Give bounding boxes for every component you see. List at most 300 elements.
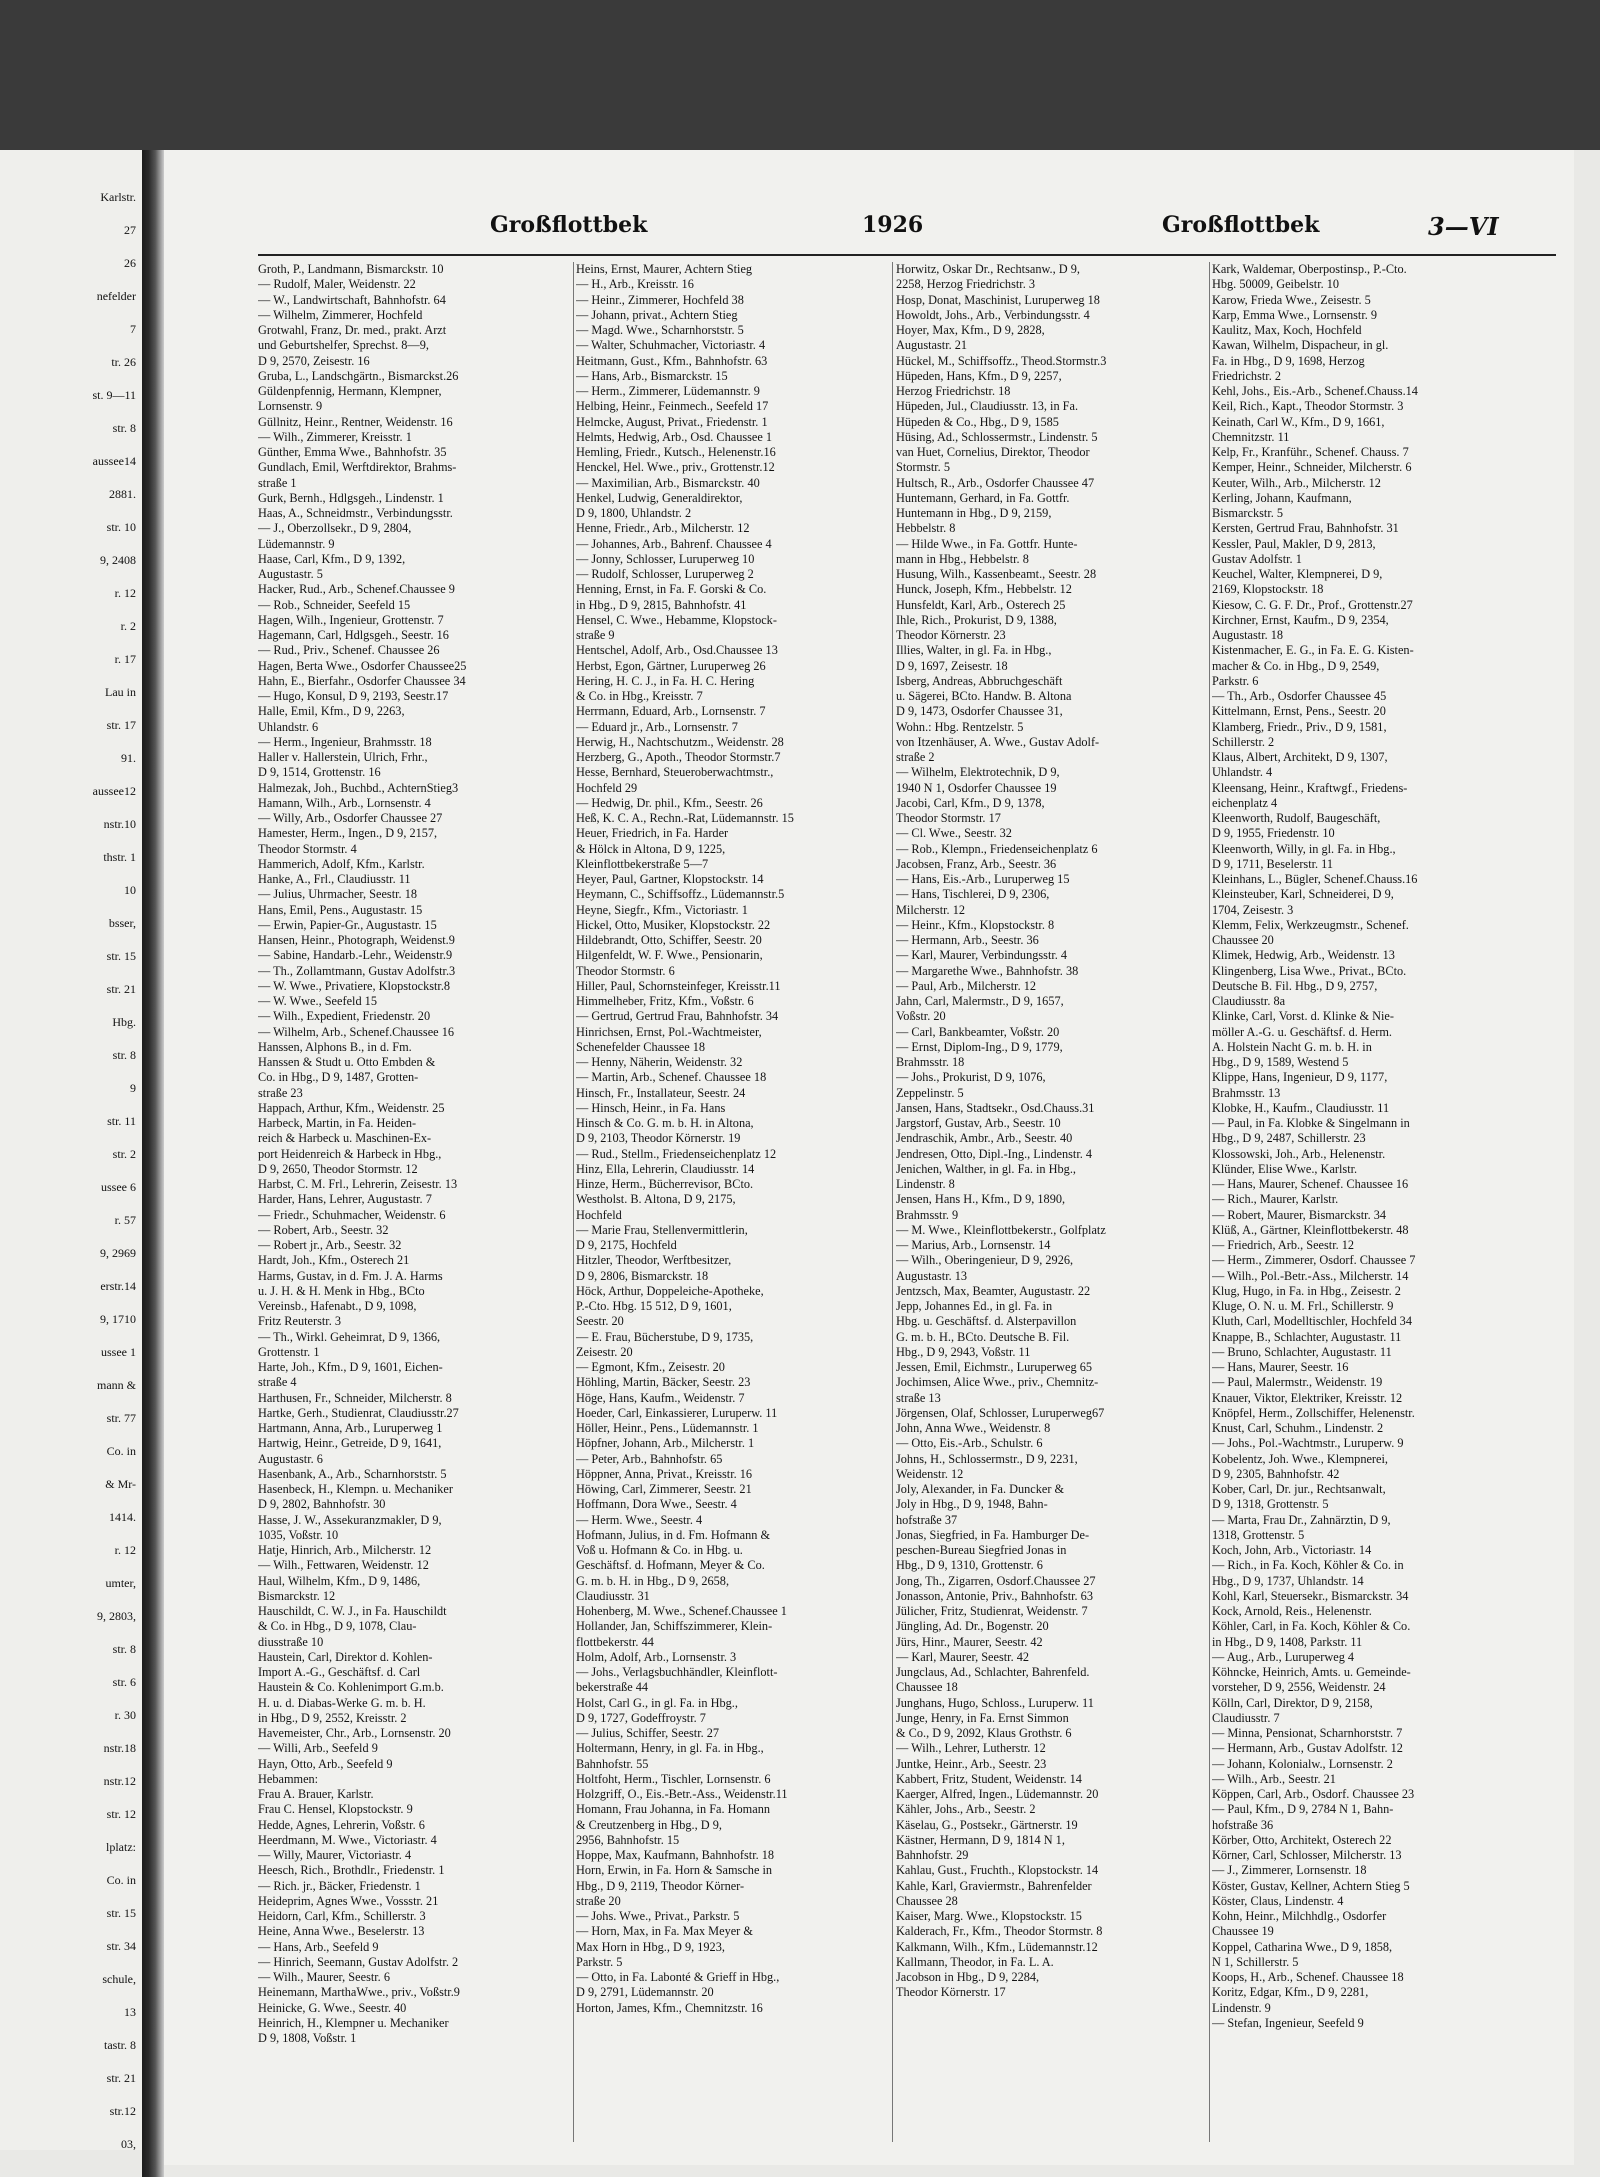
directory-entry: — Wilhelm, Arb., Schenef.Chaussee 16	[258, 1024, 454, 1039]
directory-entry: Henkel, Ludwig, Generaldirektor,	[576, 490, 743, 505]
directory-entry: Höller, Heinr., Pens., Lüdemannstr. 1	[576, 1421, 759, 1435]
column-divider	[573, 262, 574, 2142]
directory-entry: Herzog Friedrichstr. 18	[896, 384, 1011, 398]
directory-entry: straße 20	[576, 1893, 621, 1908]
directory-entry: Augustastr. 21	[896, 338, 968, 353]
directory-entry: Chaussee 20	[1212, 933, 1274, 947]
directory-entry: — Johann, privat., Achtern Stieg	[576, 307, 738, 322]
directory-entry: Güldenpfennig, Hermann, Klempner,	[258, 384, 442, 398]
directory-entry: Hoffmann, Dora Wwe., Seestr. 4	[576, 1497, 737, 1512]
book-gutter	[142, 150, 164, 2177]
directory-entry: — Paul, Malermstr., Weidenstr. 19	[1212, 1375, 1383, 1390]
directory-entry: Wohn.: Hbg. Rentzelstr. 5	[896, 719, 1024, 734]
directory-entry: — Rich., Maurer, Karlstr.	[1212, 1192, 1339, 1207]
directory-entry: Helmcke, August, Privat., Friedenstr. 1	[576, 414, 768, 429]
directory-entry: Hüpeden, Hans, Kfm., D 9, 2257,	[896, 368, 1062, 383]
directory-entry: Theodor Körnerstr. 17	[896, 1985, 1006, 2000]
directory-entry: Köhncke, Heinrich, Amts. u. Gemeinde-	[1212, 1665, 1411, 1679]
directory-entry: Hbg. u. Geschäftsf. d. Alsterpavillon	[896, 1314, 1077, 1329]
directory-entry: Jendraschik, Ambr., Arb., Seestr. 40	[896, 1131, 1073, 1146]
header-year: 1926	[862, 212, 924, 238]
directory-entry: Jörgensen, Olaf, Schlosser, Luruperweg67	[896, 1405, 1105, 1420]
directory-entry: Hbg., D 9, 2119, Theodor Körner-	[576, 1878, 745, 1893]
directory-entry: — Maximilian, Arb., Bismarckstr. 40	[576, 475, 760, 490]
directory-entry: Brahmsstr. 9	[896, 1207, 959, 1222]
directory-entry: Groth, P., Landmann, Bismarckstr. 10	[258, 262, 444, 276]
directory-entry: Hebbelstr. 8	[896, 521, 956, 536]
directory-entry: u. Sägerei, BCto. Handw. B. Altona	[896, 689, 1072, 703]
adjacent-page-text: r. 12	[114, 586, 136, 600]
directory-entry: — Magd. Wwe., Scharnhorststr. 5	[576, 323, 744, 337]
directory-entry: & Co., D 9, 2092, Klaus Grothstr. 6	[896, 1726, 1072, 1740]
directory-entry: — Wilh., Expedient, Friedenstr. 20	[258, 1009, 431, 1024]
directory-entry: — Marta, Frau Dr., Zahnärztin, D 9,	[1212, 1512, 1391, 1527]
directory-entry: Bismarckstr. 5	[1212, 506, 1284, 520]
directory-entry: Heidorn, Carl, Kfm., Schillerstr. 3	[258, 1909, 426, 1923]
directory-entry: Hiller, Paul, Schornsteinfeger, Kreisstr.11	[576, 978, 781, 993]
directory-entry: Harte, Joh., Kfm., D 9, 1601, Eichen-	[258, 1360, 443, 1374]
directory-entry: Kessler, Paul, Makler, D 9, 2813,	[1212, 536, 1376, 551]
directory-entry: straße 13	[896, 1390, 941, 1405]
directory-entry: — Johs. Wwe., Privat., Parkstr. 5	[576, 1909, 740, 1923]
directory-entry: John, Anna Wwe., Weidenstr. 8	[896, 1421, 1051, 1435]
directory-entry: Hentschel, Adolf, Arb., Osd.Chaussee 13	[576, 643, 778, 658]
directory-entry: Kersten, Gertrud Frau, Bahnhofstr. 31	[1212, 521, 1399, 536]
directory-entry: Hering, H. C. J., in Fa. H. C. Hering	[576, 673, 755, 688]
header-rule	[258, 254, 1556, 256]
directory-entry: Koops, H., Arb., Schenef. Chaussee 18	[1212, 1970, 1404, 1984]
adjacent-page-text: bsser,	[108, 916, 136, 930]
directory-entry: — Rud., Stellm., Friedenseichenplatz 12	[576, 1146, 777, 1161]
adjacent-page-text: str. 12	[106, 1807, 136, 1821]
adjacent-page-text: aussee12	[92, 784, 136, 798]
directory-entry: — Martin, Arb., Schenef. Chaussee 18	[576, 1070, 767, 1085]
adjacent-page-text: tr. 26	[111, 355, 136, 369]
directory-entry: Klemm, Felix, Werkzeugmstr., Schenef.	[1212, 917, 1409, 932]
directory-entry: Herrmann, Eduard, Arb., Lornsenstr. 7	[576, 704, 766, 719]
directory-entry: — Wilhelm, Elektrotechnik, D 9,	[896, 765, 1060, 780]
adjacent-page-text: 9, 2408	[100, 553, 136, 567]
directory-entry: — Karl, Maurer, Seestr. 42	[896, 1649, 1030, 1664]
directory-entry: Parkstr. 6	[1212, 673, 1259, 688]
directory-entry: — Walter, Schuhmacher, Victoriastr. 4	[576, 338, 766, 353]
directory-entry: Howoldt, Johs., Arb., Verbindungsstr. 4	[896, 307, 1090, 322]
adjacent-page-text: r. 57	[114, 1213, 136, 1227]
directory-entry: Chaussee 28	[896, 1893, 958, 1908]
directory-entry: Weidenstr. 12	[896, 1466, 964, 1481]
directory-entry: Grotwahl, Franz, Dr. med., prakt. Arzt	[258, 323, 447, 337]
directory-entry: Hagemann, Carl, Hdlgsgeh., Seestr. 16	[258, 628, 449, 642]
directory-entry: Hüsing, Ad., Schlossermstr., Lindenstr. 5	[896, 429, 1098, 444]
directory-entry: Herwig, H., Nachtschutzm., Weidenstr. 28	[576, 734, 784, 749]
directory-entry: — Friedr., Schuhmacher, Weidenstr. 6	[258, 1207, 446, 1222]
directory-entry: Joly in Hbg., D 9, 1948, Bahn-	[896, 1497, 1048, 1512]
directory-entry: van Huet, Cornelius, Direktor, Theodor	[896, 445, 1090, 459]
adjacent-page-text: Hbg.	[112, 1015, 136, 1029]
directory-entry: Havemeister, Chr., Arb., Lornsenstr. 20	[258, 1726, 451, 1740]
directory-entry: Kalkmann, Wilh., Kfm., Lüdemannstr.12	[896, 1939, 1098, 1954]
directory-entry: Hansen, Heinr., Photograph, Weidenst.9	[258, 933, 455, 947]
directory-entry: Hagen, Berta Wwe., Osdorfer Chaussee25	[258, 658, 467, 673]
directory-entry: Augustastr. 5	[258, 567, 323, 581]
directory-entry: — J., Oberzollsekr., D 9, 2804,	[258, 521, 412, 536]
directory-entry: & Co. in Hbg., Kreisstr. 7	[576, 689, 703, 703]
directory-entry: Koritz, Edgar, Kfm., D 9, 2281,	[1212, 1985, 1369, 2000]
directory-entry: Heinrich, H., Klempner u. Mechaniker	[258, 2015, 449, 2030]
directory-entry: Hunsfeldt, Karl, Arb., Osterech 25	[896, 597, 1066, 612]
directory-entry: Klüß, A., Gärtner, Kleinflottbekerstr. 48	[1212, 1222, 1409, 1237]
adjacent-page-text: str. 21	[106, 982, 136, 996]
directory-entry: Chaussee 19	[1212, 1924, 1274, 1939]
directory-entry: — M. Wwe., Kleinflottbekerstr., Golfplatz	[896, 1222, 1106, 1237]
directory-entry: Homann, Frau Johanna, in Fa. Homann	[576, 1802, 770, 1817]
directory-entry: Kaerger, Alfred, Ingen., Lüdemannstr. 20	[896, 1787, 1099, 1801]
directory-entry: Seestr. 20	[576, 1314, 624, 1329]
directory-entry: Theodor Stormstr. 17	[896, 811, 1001, 825]
directory-entry: — Wilh., Zimmerer, Kreisstr. 1	[258, 429, 412, 444]
directory-entry: — W. Wwe., Privatiere, Klopstockstr.8	[258, 978, 451, 993]
directory-entry: Westholst. B. Altona, D 9, 2175,	[576, 1192, 736, 1207]
directory-entry: G. m. b. H., BCto. Deutsche B. Fil.	[896, 1329, 1070, 1344]
directory-entry: — Marius, Arb., Lornsenstr. 14	[896, 1238, 1051, 1252]
directory-entry: — Wilh., Fettwaren, Weidenstr. 12	[258, 1558, 429, 1573]
directory-entry: Schenefelder Chaussee 18	[576, 1039, 706, 1054]
directory-entry: Jepp, Johannes Ed., in gl. Fa. in	[896, 1299, 1053, 1313]
directory-entry: Höwing, Carl, Zimmerer, Seestr. 21	[576, 1482, 752, 1496]
directory-entry: 2169, Klopstockstr. 18	[1212, 582, 1324, 597]
directory-column-2	[576, 262, 888, 2152]
adjacent-page-text: 9, 2969	[100, 1246, 136, 1260]
directory-entry: D 9, 1514, Grottenstr. 16	[258, 765, 381, 780]
directory-entry: Jargstorf, Gustav, Arb., Seestr. 10	[896, 1116, 1061, 1130]
directory-entry: Johns, H., Schlossermstr., D 9, 2231,	[896, 1451, 1078, 1466]
directory-column-3	[896, 262, 1208, 2152]
directory-entry: — Heinr., Zimmerer, Hochfeld 38	[576, 292, 744, 307]
adjacent-page-text: r. 12	[114, 1543, 136, 1557]
directory-entry: Hoppe, Max, Kaufmann, Bahnhofstr. 18	[576, 1848, 775, 1862]
directory-entry: Zeisestr. 20	[576, 1344, 633, 1359]
directory-entry: Kleenworth, Rudolf, Baugeschäft,	[1212, 811, 1381, 825]
directory-entry: Isberg, Andreas, Abbruchgeschäft	[896, 673, 1063, 688]
directory-entry: — Hans, Tischlerei, D 9, 2306,	[896, 887, 1050, 902]
directory-entry: Keil, Rich., Kapt., Theodor Stormstr. 3	[1212, 399, 1404, 414]
directory-entry: Knauer, Viktor, Elektriker, Kreisstr. 12	[1212, 1390, 1403, 1405]
directory-entry: D 9, 2175, Hochfeld	[576, 1238, 677, 1252]
directory-entry: Holzgriff, O., Eis.-Betr.-Ass., Weidenstr.11	[576, 1787, 788, 1801]
directory-entry: Heerdmann, M. Wwe., Victoriastr. 4	[258, 1832, 437, 1847]
directory-entry: Hacker, Rud., Arb., Schenef.Chaussee 9	[258, 582, 455, 597]
directory-entry: Hochfeld 29	[576, 780, 638, 795]
directory-entry: Kistenmacher, E. G., in Fa. E. G. Kisten-	[1212, 643, 1414, 658]
directory-entry: Hauschildt, C. W. J., in Fa. Hauschildt	[258, 1604, 447, 1618]
directory-entry: 1940 N 1, Osdorfer Chaussee 19	[896, 780, 1057, 795]
directory-entry: Junge, Henry, in Fa. Ernst Simmon	[896, 1710, 1069, 1725]
adjacent-page-text: str. 8	[112, 1642, 136, 1656]
directory-entry: & Creutzenberg in Hbg., D 9,	[576, 1817, 722, 1832]
directory-entry: Jahn, Carl, Malermstr., D 9, 1657,	[896, 994, 1064, 1008]
directory-entry: Gustav Adolfstr. 1	[1212, 551, 1302, 566]
directory-entry: port Heidenreich & Harbeck in Hbg.,	[258, 1146, 442, 1161]
directory-entry: — Horn, Max, in Fa. Max Meyer &	[576, 1924, 753, 1939]
directory-entry: — E. Frau, Bücherstube, D 9, 1735,	[576, 1329, 754, 1344]
directory-entry: Chaussee 18	[896, 1680, 958, 1695]
adjacent-page-text: 2881.	[109, 487, 136, 501]
directory-entry: Hilgenfeldt, W. F. Wwe., Pensionarin,	[576, 948, 763, 963]
directory-entry: D 9, 1808, Voßstr. 1	[258, 2031, 357, 2045]
directory-entry: Hensel, C. Wwe., Hebamme, Klopstock-	[576, 612, 777, 627]
directory-entry: — W., Landwirtschaft, Bahnhofstr. 64	[258, 292, 446, 307]
directory-entry: Kiesow, C. G. F. Dr., Prof., Grottenstr.27	[1212, 597, 1413, 612]
directory-entry: Güllnitz, Heinr., Rentner, Weidenstr. 16	[258, 414, 453, 429]
directory-entry: reich & Harbeck u. Maschinen-Ex-	[258, 1131, 432, 1146]
directory-entry: Import A.-G., Geschäftsf. d. Carl	[258, 1665, 421, 1679]
directory-entry: P.-Cto. Hbg. 15 512, D 9, 1601,	[576, 1299, 732, 1313]
directory-entry: Höhling, Martin, Bäcker, Seestr. 23	[576, 1375, 751, 1390]
adjacent-page-text: 13	[124, 2005, 136, 2019]
directory-entry: Kleenworth, Willy, in gl. Fa. in Hbg.,	[1212, 841, 1396, 856]
directory-entry: Junghans, Hugo, Schloss., Luruperw. 11	[896, 1695, 1094, 1710]
directory-entry: Holtermann, Henry, in gl. Fa. in Hbg.,	[576, 1741, 764, 1756]
directory-entry: Hbg., D 9, 1310, Grottenstr. 6	[896, 1558, 1043, 1573]
directory-entry: Heideprim, Agnes Wwe., Vossstr. 21	[258, 1893, 439, 1908]
directory-entry: — Hilde Wwe., in Fa. Gottfr. Hunte-	[896, 536, 1078, 551]
adjacent-page-text: str. 77	[106, 1411, 136, 1425]
directory-entry: Kalderach, Fr., Kfm., Theodor Stormstr. 8	[896, 1924, 1103, 1939]
directory-entry: — Johannes, Arb., Bahrenf. Chaussee 4	[576, 536, 772, 551]
directory-entry: Jürs, Hinr., Maurer, Seestr. 42	[896, 1634, 1043, 1649]
directory-entry: — Rob., Schneider, Seefeld 15	[258, 597, 411, 612]
directory-entry: Harthusen, Fr., Schneider, Milcherstr. 8	[258, 1390, 452, 1405]
directory-entry: Haustein & Co. Kohlenimport G.m.b.	[258, 1680, 444, 1695]
directory-entry: Uhlandstr. 4	[1212, 765, 1273, 780]
directory-entry: D 9, 1800, Uhlandstr. 2	[576, 506, 692, 520]
directory-entry: Illies, Walter, in gl. Fa. in Hbg.,	[896, 643, 1052, 658]
directory-entry: in Hbg., D 9, 2815, Bahnhofstr. 41	[576, 597, 747, 612]
adjacent-page-text: str. 11	[107, 1114, 136, 1128]
directory-entry: Körber, Otto, Architekt, Osterech 22	[1212, 1832, 1392, 1847]
directory-entry: und Geburtshelfer, Sprechst. 8—9,	[258, 338, 429, 353]
directory-entry: Jansen, Hans, Stadtsekr., Osd.Chauss.31	[896, 1100, 1095, 1115]
adjacent-page-text: str. 6	[112, 1675, 136, 1689]
directory-entry: Klamberg, Friedr., Priv., D 9, 1581,	[1212, 719, 1387, 734]
adjacent-page-text: str. 34	[106, 1939, 136, 1953]
directory-entry: hofstraße 37	[896, 1512, 958, 1527]
directory-entry: Köppen, Carl, Arb., Osdorf. Chaussee 23	[1212, 1787, 1415, 1801]
directory-entry: 1035, Voßstr. 10	[258, 1527, 339, 1542]
adjacent-page-text: r. 30	[114, 1708, 136, 1722]
directory-entry: — Eduard jr., Arb., Lornsenstr. 7	[576, 719, 738, 734]
adjacent-page-text: tastr. 8	[104, 2038, 136, 2052]
column-divider	[1209, 262, 1210, 2142]
directory-entry: Hinsch & Co. G. m. b. H. in Altona,	[576, 1116, 754, 1130]
directory-entry: Klingenberg, Lisa Wwe., Privat., BCto.	[1212, 963, 1407, 978]
directory-entry: Co. in Hbg., D 9, 1487, Grotten-	[258, 1070, 419, 1085]
directory-entry: Hammerich, Adolf, Kfm., Karlstr.	[258, 856, 425, 871]
directory-entry: Max Horn in Hbg., D 9, 1923,	[576, 1939, 725, 1954]
directory-entry: Heine, Anna Wwe., Beselerstr. 13	[258, 1924, 425, 1939]
directory-entry: Hbg., D 9, 2487, Schillerstr. 23	[1212, 1131, 1366, 1146]
directory-entry: Hickel, Otto, Musiker, Klopstockstr. 22	[576, 917, 771, 932]
directory-entry: — Hinsch, Heinr., in Fa. Hans	[576, 1100, 726, 1115]
adjacent-page-text: Karlstr.	[100, 190, 136, 204]
directory-entry: Harder, Hans, Lehrer, Augustastr. 7	[258, 1192, 432, 1207]
directory-entry: — Paul, Kfm., D 9, 2784 N 1, Bahn-	[1212, 1802, 1394, 1817]
directory-entry: Köster, Gustav, Kellner, Achtern Stieg 5	[1212, 1878, 1410, 1893]
directory-entry: Köhler, Carl, in Fa. Koch, Köhler & Co.	[1212, 1619, 1411, 1634]
directory-entry: 1704, Zeisestr. 3	[1212, 902, 1294, 917]
directory-entry: Höge, Hans, Kaufm., Weidenstr. 7	[576, 1390, 745, 1405]
directory-entry: — Willi, Arb., Seefeld 9	[258, 1741, 378, 1756]
directory-entry: Knöpfel, Herm., Zollschiffer, Helenenstr.	[1212, 1405, 1415, 1420]
directory-entry: — Wilh., Lehrer, Lutherstr. 12	[896, 1741, 1046, 1756]
directory-entry: Jentzsch, Max, Beamter, Augustastr. 22	[896, 1283, 1091, 1298]
directory-entry: Hartke, Gerh., Studienrat, Claudiusstr.27	[258, 1405, 459, 1420]
directory-entry: — Wilh., Oberingenieur, D 9, 2926,	[896, 1253, 1074, 1268]
directory-entry: & Co. in Hbg., D 9, 1078, Clau-	[258, 1619, 417, 1634]
adjacent-page-text: umter,	[105, 1576, 136, 1590]
page-number: 3—VI	[1428, 212, 1499, 241]
directory-entry: straße 23	[258, 1085, 303, 1100]
directory-entry: — Johs., Pol.-Wachtmstr., Luruperw. 9	[1212, 1436, 1404, 1451]
adjacent-page-text: & Mr-	[105, 1477, 136, 1491]
directory-entry: & Hölck in Altona, D 9, 1225,	[576, 841, 726, 856]
adjacent-page-fragment	[0, 150, 142, 2150]
directory-entry: Heymann, C., Schiffsoffz., Lüdemannstr.5	[576, 887, 785, 902]
directory-entry: — Hans, Maurer, Schenef. Chaussee 16	[1212, 1177, 1409, 1191]
directory-entry: Deutsche B. Fil. Hbg., D 9, 2757,	[1212, 978, 1378, 993]
directory-entry: flottbekerstr. 44	[576, 1634, 654, 1649]
directory-entry: — Wilhelm, Zimmerer, Hochfeld	[258, 307, 423, 322]
directory-entry: Geschäftsf. d. Hofmann, Meyer & Co.	[576, 1558, 765, 1573]
directory-entry: D 9, 2570, Zeisestr. 16	[258, 353, 370, 368]
directory-entry: straße 1	[258, 475, 297, 490]
directory-entry: — Stefan, Ingenieur, Seefeld 9	[1212, 2015, 1364, 2030]
directory-entry: straße 9	[576, 628, 615, 642]
directory-entry: Koppel, Catharina Wwe., D 9, 1858,	[1212, 1939, 1393, 1954]
directory-entry: Ihle, Rich., Prokurist, D 9, 1388,	[896, 612, 1057, 627]
directory-entry: H. u. d. Diabas-Werke G. m. b. H.	[258, 1695, 426, 1710]
directory-entry: 2956, Bahnhofstr. 15	[576, 1832, 680, 1847]
directory-entry: eichenplatz 4	[1212, 795, 1278, 810]
directory-entry: Kemper, Heinr., Schneider, Milcherstr. 6	[1212, 460, 1412, 475]
directory-entry: Jülicher, Fritz, Studienrat, Weidenstr. 7	[896, 1604, 1088, 1618]
directory-entry: straße 2	[896, 750, 935, 764]
directory-entry: — Paul, in Fa. Klobke & Singelmann in	[1212, 1116, 1410, 1130]
directory-entry: — Rich. jr., Bäcker, Friedenstr. 1	[258, 1878, 421, 1893]
directory-entry: Körner, Carl, Schlosser, Milcherstr. 13	[1212, 1848, 1402, 1862]
directory-entry: Friedrichstr. 2	[1212, 368, 1281, 383]
directory-entry: — Herm., Zimmerer, Osdorf. Chaussee 7	[1212, 1253, 1416, 1268]
directory-entry: Hayn, Otto, Arb., Seefeld 9	[258, 1756, 393, 1771]
directory-entry: Kallmann, Theodor, in Fa. L. A.	[896, 1954, 1054, 1969]
directory-entry: Keuter, Wilh., Arb., Milcherstr. 12	[1212, 475, 1381, 490]
adjacent-page-text: lplatz:	[106, 1840, 136, 1854]
directory-entry: Chemnitzstr. 11	[1212, 429, 1290, 444]
directory-entry: Huntemann, Gerhard, in Fa. Gottfr.	[896, 490, 1070, 505]
directory-entry: Hartwig, Heinr., Getreide, D 9, 1641,	[258, 1436, 442, 1451]
directory-entry: Harbeck, Martin, in Fa. Heiden-	[258, 1116, 417, 1130]
directory-entry: — Rudolf, Maler, Weidenstr. 22	[258, 277, 416, 292]
directory-entry: Bismarckstr. 12	[258, 1588, 336, 1603]
directory-entry: Voß u. Hofmann & Co. in Hbg. u.	[576, 1543, 743, 1557]
directory-entry: Hedde, Agnes, Lehrerin, Voßstr. 6	[258, 1817, 425, 1832]
directory-entry: macher & Co. in Hbg., D 9, 2549,	[1212, 658, 1380, 673]
directory-entry: Lindenstr. 9	[1212, 2000, 1271, 2015]
directory-entry: peschen-Bureau Siegfried Jonas in	[896, 1543, 1067, 1557]
adjacent-page-text: ussee 6	[101, 1180, 136, 1194]
directory-entry: Hasse, J. W., Assekuranzmakler, D 9,	[258, 1512, 442, 1527]
directory-entry: Harms, Gustav, in d. Fm. J. A. Harms	[258, 1268, 443, 1283]
directory-entry: Hbg. 50009, Geibelstr. 10	[1212, 277, 1340, 292]
adjacent-page-text: str. 2	[112, 1147, 136, 1161]
adjacent-page-text: 9	[130, 1081, 136, 1095]
directory-entry: D 9, 2103, Theodor Körnerstr. 19	[576, 1131, 741, 1146]
directory-entry: — Karl, Maurer, Verbindungsstr. 4	[896, 948, 1068, 963]
directory-entry: D 9, 2791, Lüdemannstr. 20	[576, 1985, 714, 2000]
directory-entry: — Aug., Arb., Luruperweg 4	[1212, 1649, 1355, 1664]
directory-entry: Hanke, A., Frl., Claudiusstr. 11	[258, 872, 411, 886]
directory-entry: Theodor Körnerstr. 23	[896, 628, 1006, 642]
directory-entry: — Otto, Eis.-Arb., Schulstr. 6	[896, 1436, 1043, 1451]
directory-entry: — Hans, Maurer, Seestr. 16	[1212, 1360, 1349, 1374]
directory-entry: D 9, 1711, Beselerstr. 11	[1212, 856, 1334, 871]
directory-entry: von Itzenhäuser, A. Wwe., Gustav Adolf-	[896, 734, 1100, 749]
adjacent-page-text: 1414.	[109, 1510, 136, 1524]
adjacent-page-text: 26	[124, 256, 136, 270]
directory-entry: Gundlach, Emil, Werftdirektor, Brahms-	[258, 460, 457, 475]
directory-entry: Kluge, O. N. u. M. Frl., Schillerstr. 9	[1212, 1299, 1394, 1313]
directory-entry: D 9, 1318, Grottenstr. 5	[1212, 1497, 1329, 1512]
directory-entry: Hohenberg, M. Wwe., Schenef.Chaussee 1	[576, 1604, 787, 1618]
directory-entry: Jungclaus, Ad., Schlachter, Bahrenfeld.	[896, 1665, 1090, 1679]
directory-entry: Käselau, G., Postsekr., Gärtnerstr. 19	[896, 1817, 1078, 1832]
directory-entry: 2258, Herzog Friedrichstr. 3	[896, 277, 1035, 292]
directory-entry: Hoyer, Max, Kfm., D 9, 2828,	[896, 323, 1045, 337]
directory-entry: — Herm., Zimmerer, Lüdemannstr. 9	[576, 384, 760, 398]
directory-entry: — Jonny, Schlosser, Luruperweg 10	[576, 551, 755, 566]
directory-entry: Fa. in Hbg., D 9, 1698, Herzog	[1212, 353, 1365, 368]
page-header	[240, 212, 1560, 252]
directory-entry: — Th., Zollamtmann, Gustav Adolfstr.3	[258, 963, 456, 978]
directory-entry: Karow, Frieda Wwe., Zeisestr. 5	[1212, 292, 1371, 307]
directory-entry: — J., Zimmerer, Lornsenstr. 18	[1212, 1863, 1367, 1878]
directory-entry: — Johs., Prokurist, D 9, 1076,	[896, 1070, 1046, 1085]
directory-entry: Kerling, Johann, Kaufmann,	[1212, 490, 1352, 505]
directory-entry: Hinsch, Fr., Installateur, Seestr. 24	[576, 1085, 746, 1100]
directory-entry: Jacobsen, Franz, Arb., Seestr. 36	[896, 856, 1057, 871]
directory-entry: Hebammen:	[258, 1771, 319, 1786]
directory-entry: Zeppelinstr. 5	[896, 1085, 964, 1100]
adjacent-page-text: schule,	[102, 1972, 136, 1986]
adjacent-page-text: 9, 2803,	[97, 1609, 136, 1623]
adjacent-page-text: thstr. 1	[103, 850, 136, 864]
directory-entry: Kölln, Carl, Direktor, D 9, 2158,	[1212, 1695, 1373, 1710]
directory-entry: Claudiusstr. 8a	[1212, 994, 1286, 1008]
directory-entry: Haller v. Hallerstein, Ulrich, Frhr.,	[258, 750, 428, 764]
directory-entry: Klug, Hugo, in Fa. in Hbg., Zeisestr. 2	[1212, 1283, 1401, 1298]
directory-entry: Kawan, Wilhelm, Dispacheur, in gl.	[1212, 338, 1389, 353]
directory-entry: Günther, Emma Wwe., Bahnhofstr. 35	[258, 445, 447, 459]
directory-entry: Hasenbank, A., Arb., Scharnhorststr. 5	[258, 1466, 447, 1481]
adjacent-page-text: mann &	[97, 1378, 136, 1392]
directory-entry: Bahnhofstr. 29	[896, 1848, 969, 1862]
directory-entry: Hans, Emil, Pens., Augustastr. 15	[258, 902, 423, 917]
directory-entry: Hbg., D 9, 1589, Westend 5	[1212, 1055, 1349, 1069]
directory-entry: — Gertrud, Gertrud Frau, Bahnhofstr. 34	[576, 1009, 779, 1024]
directory-entry: Uhlandstr. 6	[258, 719, 319, 734]
directory-entry: Jacobson in Hbg., D 9, 2284,	[896, 1970, 1040, 1984]
directory-entry: — Herm., Ingenieur, Brahmsstr. 18	[258, 734, 432, 749]
